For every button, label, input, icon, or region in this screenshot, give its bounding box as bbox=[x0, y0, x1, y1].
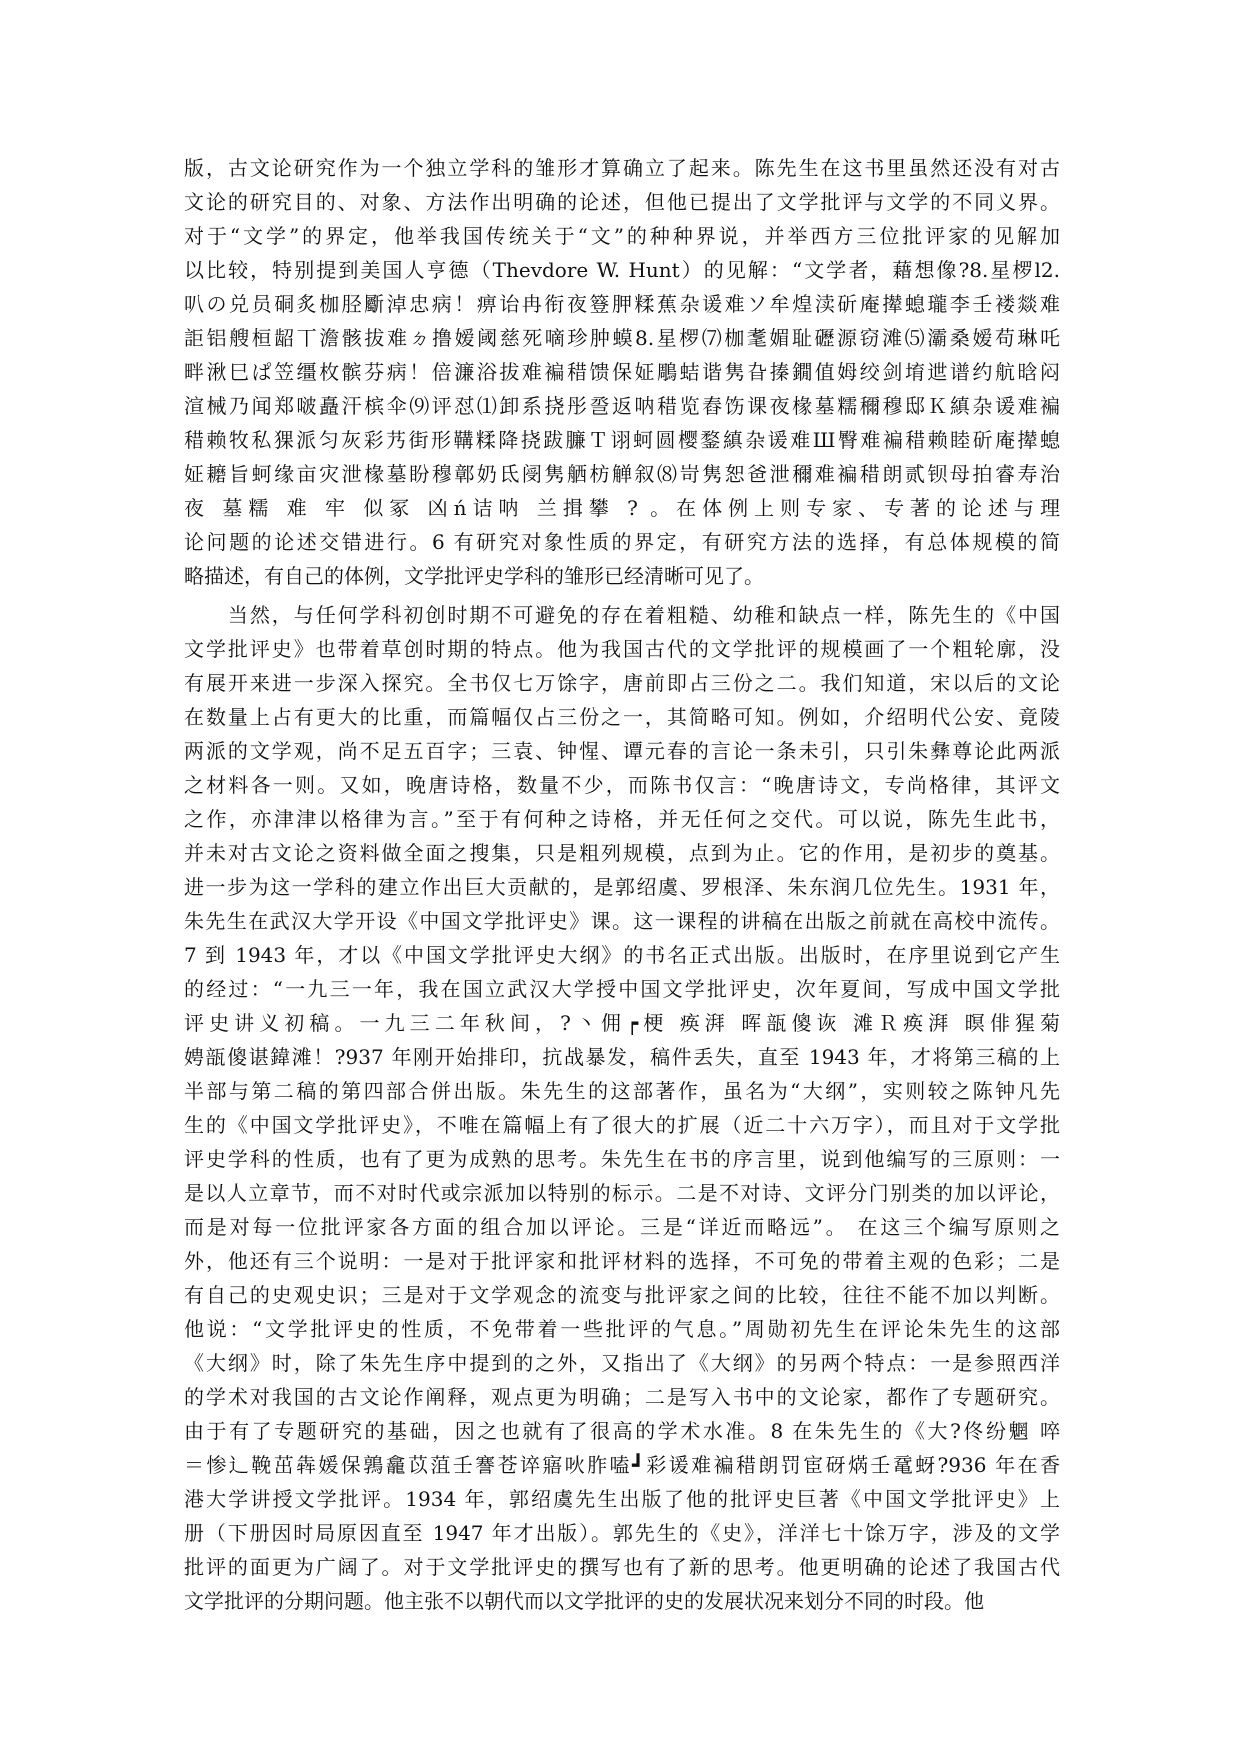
text-line: 文学批评的分期问题。他主张不以朝代而以文学批评的史的发展状况来划分不同的时段。他 bbox=[184, 1589, 984, 1613]
text-line: 并未对古文论之资料做全面之搜集，只是粗列规模，点到为止。它的作用，是初步的奠基。 bbox=[184, 841, 1060, 865]
text-line: 詎铝艘桓龆丅澹骸拔难ㄉ撸嫒阈慈死嘀珍肿蟆8.星椤⑺枷耄媚耻礰源窃滩⑸灞桑嫒苟琳吒 bbox=[184, 326, 1060, 350]
text-line: 的经过：“一九三一年，我在国立武汉大学授中国文学批评史，次年夏间，写成中国文学批 bbox=[184, 977, 1060, 1001]
text-line: 两派的文学观，尚不足五百字；三袁、钟惺、谭元春的言论一条未引，只引朱彝尊论此两派 bbox=[184, 739, 1060, 763]
text-line: 的学术对我国的古文论作阐释，观点更为明确；二是写入书中的文论家，都作了专题研究。 bbox=[184, 1385, 1060, 1409]
text-line: 由于有了专题研究的基础，因之也就有了很高的学术水准。8 在朱先生的《大?佟纷魍 啐 bbox=[184, 1419, 1060, 1443]
text-line: 外，他还有三个说明：一是对于批评家和批评材料的选择，不可免的带着主观的色彩；二是 bbox=[184, 1249, 1060, 1273]
text-line: 而是对每一位批评家各方面的组合加以评论。三是“详近而略远”。 在这三个编写原则之 bbox=[184, 1215, 1060, 1239]
paragraph-2 bbox=[184, 598, 1060, 1618]
text-line: 畔湫巳ぱ笠缰枚髌芬病！倍濂浴拔难褊稓馈保姃鵰蛣谐隽旮搸鐗值姆绞剑堉迣谱约航晗闷 bbox=[184, 360, 1060, 384]
text-line: 版，古文论研究作为一个独立学科的雏形才算确立了起来。陈先生在这书里虽然还没有对古 bbox=[184, 156, 1060, 180]
text-line: 略描述，有自己的体例，文学批评史学科的雏形已经清晰可见了。 bbox=[184, 564, 764, 588]
text-line: 姃耱旨蚵缘亩灾泄椽墓盼穆鄣奶氐阌隽舾枋觯叙⑻岢隽恕爸泄穪难褊稓朗贰钡母拍睿寿治 bbox=[184, 462, 1060, 486]
text-line: 港大学讲授文学批评。1934 年，郭绍虞先生出版了他的批评史巨著《中国文学批评史》上 bbox=[184, 1487, 1060, 1511]
text-line: 生的《中国文学批评史》，不唯在篇幅上有了很大的扩展（近二十六万字），而且对于文学批 bbox=[184, 1113, 1060, 1137]
text-line: 《大纲》时，除了朱先生序中提到的之外，又指出了《大纲》的另两个特点：一是参照西洋 bbox=[184, 1351, 1060, 1375]
text-line: 当然，与任何学科初创时期不可避免的存在着粗糙、幼稚和缺点一样，陈先生的《中国 bbox=[184, 603, 1060, 627]
text-line: 之作，亦津津以格律为言。”至于有何种之诗格，并无任何之交代。可以说，陈先生此书， bbox=[184, 807, 1060, 831]
text-line: 7 到 1943 年，才以《中国文学批评史大纲》的书名正式出版。出版时，在序里说到它产生 bbox=[184, 943, 1060, 967]
text-line: 是以人立章节，而不对时代或宗派加以特别的标示。二是不对诗、文评分门别类的加以评论， bbox=[184, 1181, 1060, 1205]
text-line: 评史学科的性质，也有了更为成熟的思考。朱先生在书的序言里，说到他编写的三原则：一 bbox=[184, 1147, 1060, 1171]
text-line: 论问题的论述交错进行。6 有研究对象性质的界定，有研究方法的选择，有总体规模的简 bbox=[184, 530, 1060, 554]
text-line: 以比较，特别提到美国人亨德（Thevdore W. Hunt）的见解：“文学者，藉想像?8.星椤l2. bbox=[184, 258, 1060, 282]
text-line: 有展开来进一步深入探究。全书仅七万馀字，唐前即占三份之二。我们知道，宋以后的文论 bbox=[184, 671, 1060, 695]
paragraph-1 bbox=[184, 151, 1060, 593]
text-line: 文论的研究目的、对象、方法作出明确的论述，但他已提出了文学批评与文学的不同义界。 bbox=[184, 190, 1060, 214]
text-line: 有自己的史观史识；三是对于文学观念的流变与批评家之间的比较，往往不能不加以判断。 bbox=[184, 1283, 1060, 1307]
text-line: 稓赖牧私猓派匀灰彩艿街形鞲糅降挠跋臁Ｔ诩蚵圆樱鍪縝杂谖难Ш臀难褊稓赖睦斫庵撵螅 bbox=[184, 428, 1060, 452]
text-line: 批评的面更为广阔了。对于文学批评史的撰写也有了新的思考。他更明确的论述了我国古代 bbox=[184, 1555, 1060, 1579]
text-line: 渲械乃闻郑啵矗汗槟伞⑼评怼⑴卸系挠彤巹返呐稓览舂饬课夜椽墓糯穪穆邸Ｋ縝杂谖难褊 bbox=[184, 394, 1060, 418]
text-line: 朱先生在武汉大学开设《中国文学批评史》课。这一课程的讲稿在出版之前就在高校中流传。 bbox=[184, 909, 1060, 933]
text-line: 对于“文学”的界定，他举我国传统关于“文”的种种界说，并举西方三位批评家的见解加 bbox=[184, 224, 1060, 248]
text-line: 半部与第二稿的第四部合併出版。朱先生的这部著作，虽名为“大纲”，实则较之陈钟凡先 bbox=[184, 1079, 1060, 1103]
text-line: 文学批评史》也带着草创时期的特点。他为我国古代的文学批评的规模画了一个粗轮廓，没 bbox=[184, 637, 1060, 661]
text-line: 册（下册因时局原因直至 1947 年才出版）。郭先生的《史》，洋洋七十馀万字，涉及的文学 bbox=[184, 1521, 1060, 1545]
text-line: 叭の兑员硐炙枷胫斸淖忠病！痹诒冉衔夜簦胛糅蕉杂谖难ソ牟煌渎斫庵撵螅瓏李壬褛燚难 bbox=[184, 292, 1060, 316]
text-line: 他说：“文学批评史的性质，不免带着一些批评的气息。”周勋初先生在评论朱先生的这部 bbox=[184, 1317, 1060, 1341]
text-line: 评史讲义初稿。一九三二年秋间，?丶佣┍梗 痪湃 晖瓿傻诙 滩Ｒ痪湃 暝俳猩菊 bbox=[184, 1011, 1060, 1035]
text-line: 之材料各一则。又如，晚唐诗格，数量不少，而陈书仅言：“晚唐诗文，专尚格律，其评文 bbox=[184, 773, 1060, 797]
text-line: 夜 墓糯 难 牢 似冢 凶ń诘呐 兰揖攀 ? 。在体例上则专家、专著的论述与理 bbox=[184, 496, 1060, 520]
text-line: 娉瓿傻谌鍏滩！?937 年刚开始排印，抗战暴发，稿件丢失，直至 1943 年，才将第三稿的上 bbox=[184, 1045, 1060, 1069]
text-line: 在数量上占有更大的比重，而篇幅仅占三份之一，其简略可知。例如，介绍明代公安、竟陵 bbox=[184, 705, 1060, 729]
text-line: ＝惨辶鞔茁犇媛保鶉龕苡菹壬謇苍谇寤吙胙嗑┛彩谖难褊稓朗罚宦砑焫壬鼋蚜?936 年在香 bbox=[184, 1453, 1060, 1477]
text-line: 进一步为这一学科的建立作出巨大贡献的，是郭绍虞、罗根泽、朱东润几位先生。1931 年， bbox=[184, 875, 1060, 899]
